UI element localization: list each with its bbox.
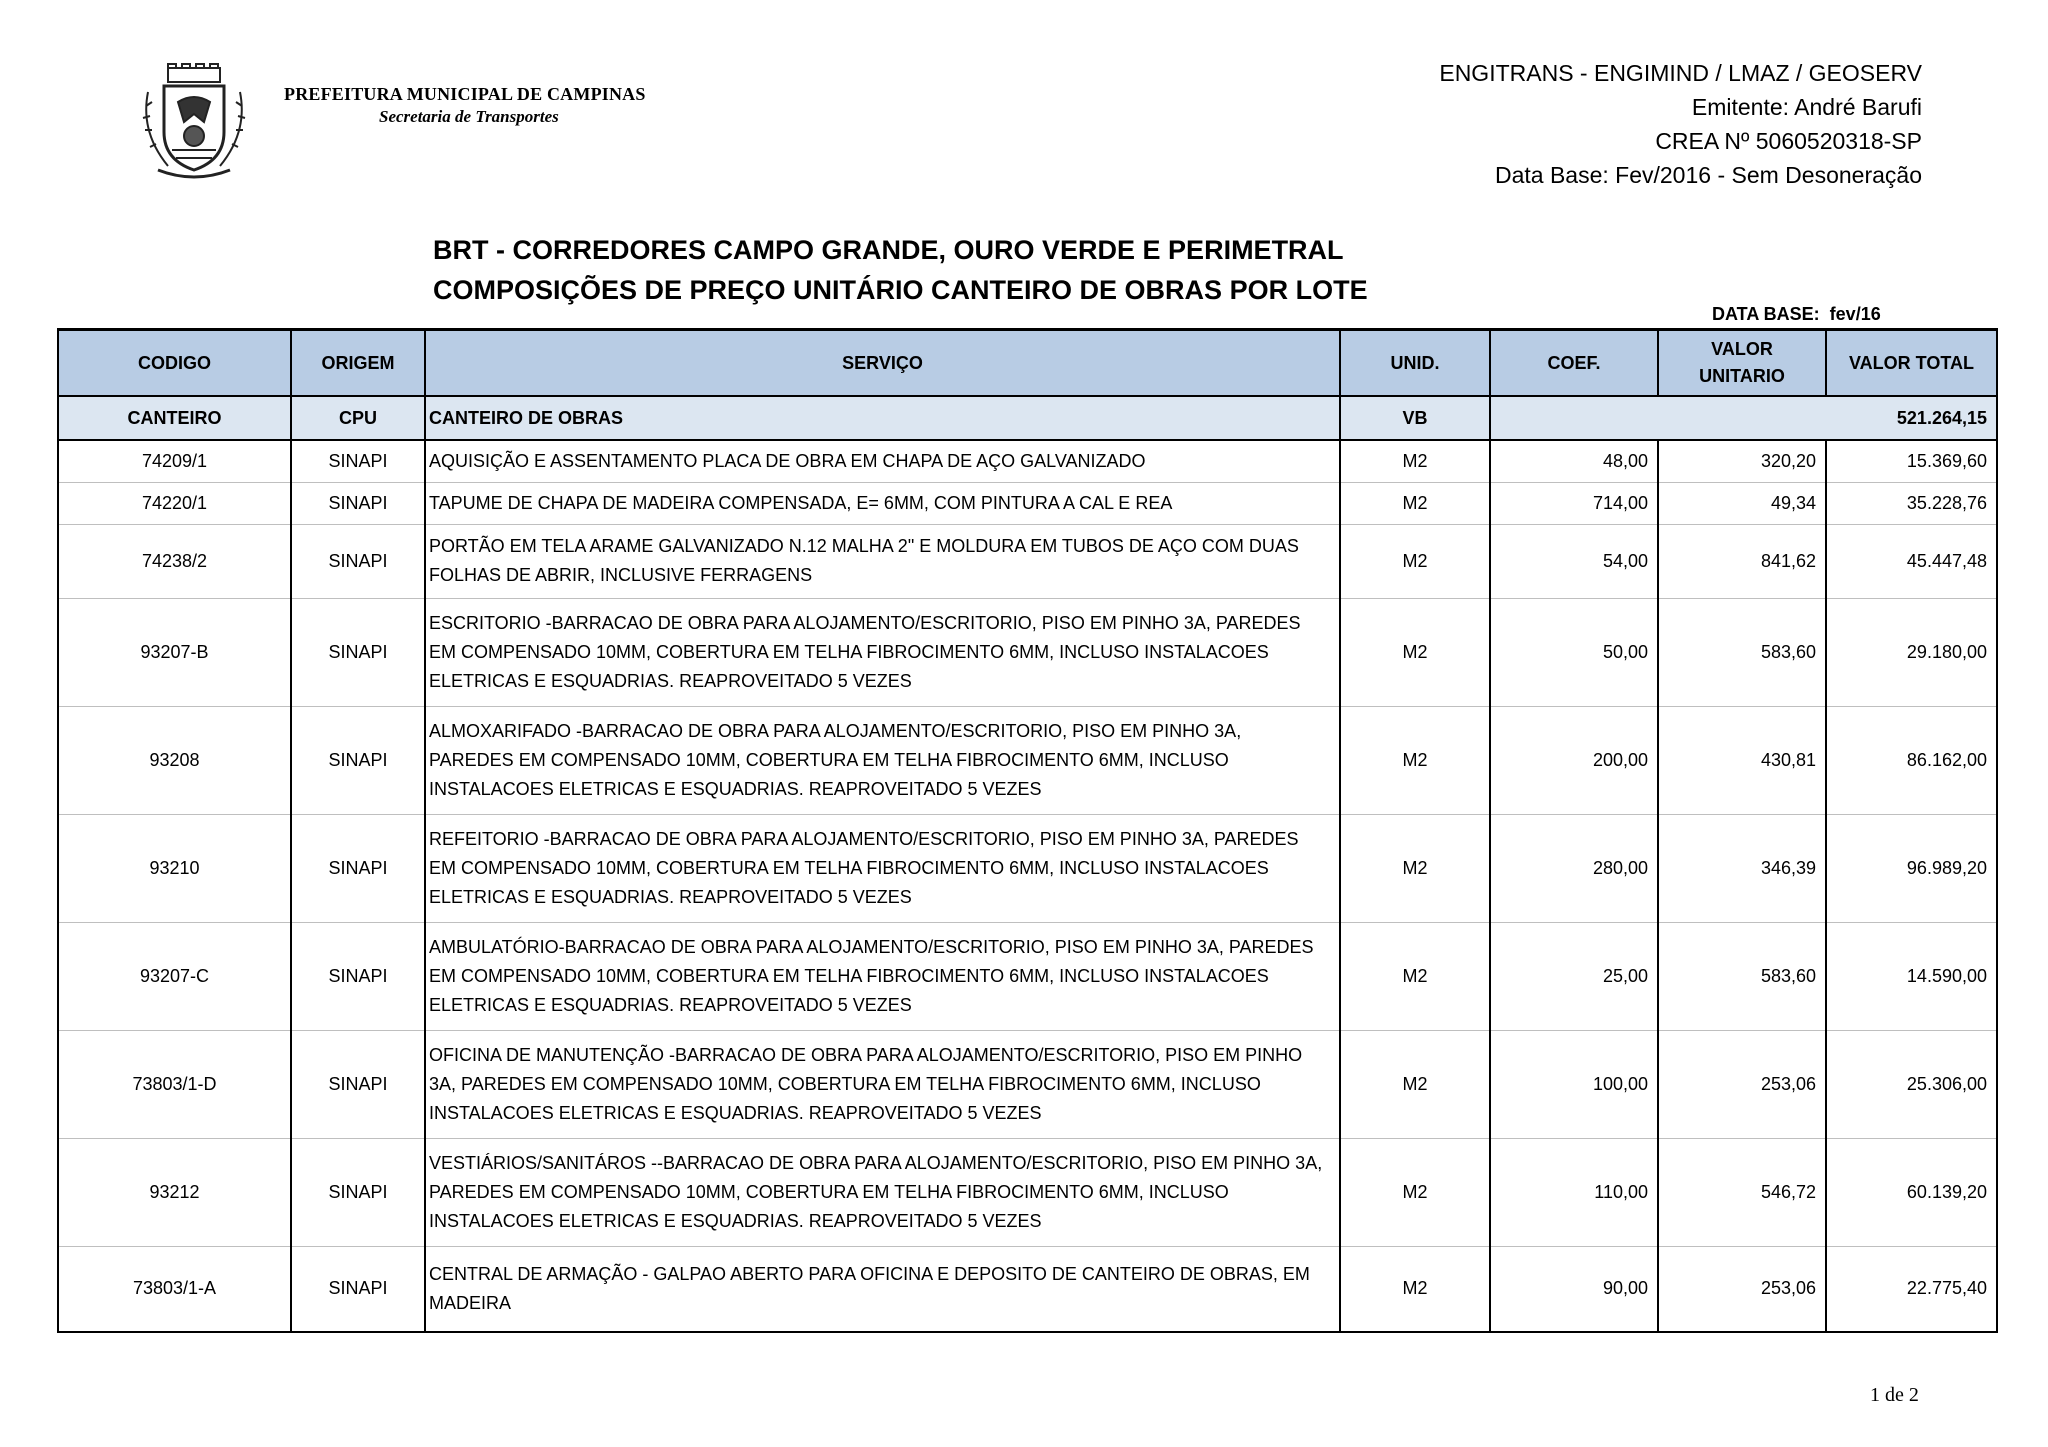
cell-servico: CANTEIRO DE OBRAS [425,396,1340,440]
table-row [58,1138,1997,1246]
data-base [1712,304,1881,325]
coat-of-arms-logo [138,62,250,182]
col-header-valor-total: VALOR TOTAL [1826,330,1997,397]
cell-coef: 48,00 [1490,440,1658,482]
cell-codigo: 93207-B [58,598,291,706]
emitter-line: ENGITRANS - ENGIMIND / LMAZ / GEOSERV [1439,60,1922,86]
cell-codigo: CANTEIRO [58,396,291,440]
cell-valor-total: 14.590,00 [1826,922,1997,1030]
cell-codigo: 93208 [58,706,291,814]
table-row [58,524,1997,598]
cell-servico: TAPUME DE CHAPA DE MADEIRA COMPENSADA, E= 6MM, COM PINTURA A CAL E REA [425,482,1340,524]
table-row [58,922,1997,1030]
col-header-origem: ORIGEM [291,330,425,397]
cell-valor-total: 96.989,20 [1826,814,1997,922]
col-header-valor-unitario [1658,330,1826,397]
cell-unid: M2 [1340,706,1490,814]
cell-servico: AQUISIÇÃO E ASSENTAMENTO PLACA DE OBRA EM CHAPA DE AÇO GALVANIZADO [425,440,1340,482]
org-header [284,84,646,127]
document-title [433,230,1368,310]
table-row [58,482,1997,524]
cell-codigo: 73803/1-A [58,1246,291,1332]
table-row [58,814,1997,922]
cell-valor-total: 22.775,40 [1826,1246,1997,1332]
cell-valor-unitario: 320,20 [1658,440,1826,482]
cell-servico: ALMOXARIFADO -BARRACAO DE OBRA PARA ALOJAMENTO/ESCRITORIO, PISO EM PINHO 3A, PAREDES EM COMPENSADO 10MM, COBERTURA EM TELHA FIBROCIMENTO 6MM, INCLUSO INSTALACOES ELETRICAS E ESQUADRIAS. REAPROVEITADO 5 VEZES [425,706,1340,814]
cell-origem: SINAPI [291,922,425,1030]
cell-valor-unitario: 546,72 [1658,1138,1826,1246]
table-row [58,1030,1997,1138]
col-header-codigo: CODIGO [58,330,291,397]
cell-valor-unitario: 583,60 [1658,598,1826,706]
data-base-value: fev/16 [1829,304,1881,324]
cell-unid: M2 [1340,1030,1490,1138]
emitter-line: Emitente: André Barufi [1691,94,1922,120]
cell-valor-total: 521.264,15 [1490,396,1997,440]
cell-codigo: 74220/1 [58,482,291,524]
org-name: PREFEITURA MUNICIPAL DE CAMPINAS [284,84,646,104]
cell-servico: CENTRAL DE ARMAÇÃO - GALPAO ABERTO PARA OFICINA E DEPOSITO DE CANTEIRO DE OBRAS, EM MADEIRA [425,1246,1340,1332]
cell-codigo: 93207-C [58,922,291,1030]
cell-coef: 25,00 [1490,922,1658,1030]
cell-valor-total: 29.180,00 [1826,598,1997,706]
budget-table [57,328,1998,1333]
table-row [58,1246,1997,1332]
table-row [58,706,1997,814]
cell-codigo: 73803/1-D [58,1030,291,1138]
cell-unid: M2 [1340,524,1490,598]
cell-valor-total: 35.228,76 [1826,482,1997,524]
col-header-coef: COEF. [1490,330,1658,397]
cell-origem: CPU [291,396,425,440]
cell-valor-unitario: 253,06 [1658,1030,1826,1138]
cell-valor-unitario: 583,60 [1658,922,1826,1030]
cell-valor-unitario: 346,39 [1658,814,1826,922]
cell-unid: VB [1340,396,1490,440]
cell-coef: 90,00 [1490,1246,1658,1332]
cell-origem: SINAPI [291,598,425,706]
cell-unid: M2 [1340,814,1490,922]
cell-origem: SINAPI [291,440,425,482]
cell-origem: SINAPI [291,1030,425,1138]
cell-coef: 280,00 [1490,814,1658,922]
cell-valor-unitario: 49,34 [1658,482,1826,524]
col-header-servico: SERVIÇO [425,330,1340,397]
data-base-label: DATA BASE: [1712,304,1820,324]
col-header-unid: UNID. [1340,330,1490,397]
cell-origem: SINAPI [291,706,425,814]
cell-servico: VESTIÁRIOS/SANITÁROS --BARRACAO DE OBRA PARA ALOJAMENTO/ESCRITORIO, PISO EM PINHO 3A, PAREDES EM COMPENSADO 10MM, COBERTURA EM TELHA FIBROCIMENTO 6MM, INCLUSO INSTALACOES ELETRICAS E ESQUADRIAS. REAPROVEITADO 5 VEZES [425,1138,1340,1246]
cell-coef: 200,00 [1490,706,1658,814]
table-header-row [58,330,1997,397]
cell-valor-unitario: 841,62 [1658,524,1826,598]
cell-coef: 100,00 [1490,1030,1658,1138]
cell-origem: SINAPI [291,482,425,524]
cell-origem: SINAPI [291,814,425,922]
cell-codigo: 74238/2 [58,524,291,598]
table-row [58,598,1997,706]
table-row [58,440,1997,482]
cell-unid: M2 [1340,598,1490,706]
emitter-line: Data Base: Fev/2016 - Sem Desoneração [1494,162,1922,188]
cell-valor-total: 86.162,00 [1826,706,1997,814]
title-line-1: BRT - CORREDORES CAMPO GRANDE, OURO VERDE E PERIMETRAL [433,235,1344,265]
cell-codigo: 74209/1 [58,440,291,482]
cell-servico: ESCRITORIO -BARRACAO DE OBRA PARA ALOJAMENTO/ESCRITORIO, PISO EM PINHO 3A, PAREDES EM COMPENSADO 10MM, COBERTURA EM TELHA FIBROCIMENTO 6MM, INCLUSO INSTALACOES ELETRICAS E ESQUADRIAS. REAPROVEITADO 5 VEZES [425,598,1340,706]
cell-unid: M2 [1340,922,1490,1030]
cell-valor-total: 60.139,20 [1826,1138,1997,1246]
cell-valor-total: 45.447,48 [1826,524,1997,598]
cell-unid: M2 [1340,440,1490,482]
cell-unid: M2 [1340,1246,1490,1332]
cell-servico: PORTÃO EM TELA ARAME GALVANIZADO N.12 MALHA 2" E MOLDURA EM TUBOS DE AÇO COM DUAS FOLHAS DE ABRIR, INCLUSIVE FERRAGENS [425,524,1340,598]
cell-servico: OFICINA DE MANUTENÇÃO -BARRACAO DE OBRA PARA ALOJAMENTO/ESCRITORIO, PISO EM PINHO 3A, PAREDES EM COMPENSADO 10MM, COBERTURA EM TELHA FIBROCIMENTO 6MM, INCLUSO INSTALACOES ELETRICAS E ESQUADRIAS. REAPROVEITADO 5 VEZES [425,1030,1340,1138]
cell-servico: REFEITORIO -BARRACAO DE OBRA PARA ALOJAMENTO/ESCRITORIO, PISO EM PINHO 3A, PAREDES EM COMPENSADO 10MM, COBERTURA EM TELHA FIBROCIMENTO 6MM, INCLUSO INSTALACOES ELETRICAS E ESQUADRIAS. REAPROVEITADO 5 VEZES [425,814,1340,922]
col-header-valor-unitario-line2: UNITARIO [1699,366,1785,386]
cell-coef: 714,00 [1490,482,1658,524]
cell-codigo: 93212 [58,1138,291,1246]
page-number: 1 de 2 [1870,1384,1919,1406]
emitter-line: CREA Nº 5060520318-SP [1655,128,1922,154]
org-subtitle: Secretaria de Transportes [379,107,559,126]
cell-origem: SINAPI [291,1246,425,1332]
cell-valor-total: 15.369,60 [1826,440,1997,482]
cell-servico: AMBULATÓRIO-BARRACAO DE OBRA PARA ALOJAMENTO/ESCRITORIO, PISO EM PINHO 3A, PAREDES EM COMPENSADO 10MM, COBERTURA EM TELHA FIBROCIMENTO 6MM, INCLUSO INSTALACOES ELETRICAS E ESQUADRIAS. REAPROVEITADO 5 VEZES [425,922,1340,1030]
cell-coef: 54,00 [1490,524,1658,598]
title-line-2: COMPOSIÇÕES DE PREÇO UNITÁRIO CANTEIRO DE OBRAS POR LOTE [433,275,1368,305]
cell-codigo: 93210 [58,814,291,922]
group-row [58,396,1997,440]
cell-unid: M2 [1340,482,1490,524]
cell-coef: 50,00 [1490,598,1658,706]
cell-unid: M2 [1340,1138,1490,1246]
cell-origem: SINAPI [291,524,425,598]
cell-valor-total: 25.306,00 [1826,1030,1997,1138]
cell-coef: 110,00 [1490,1138,1658,1246]
cell-valor-unitario: 430,81 [1658,706,1826,814]
col-header-valor-unitario-line1: VALOR [1711,339,1773,359]
emitter-block [1439,56,1922,192]
cell-origem: SINAPI [291,1138,425,1246]
cell-valor-unitario: 253,06 [1658,1246,1826,1332]
